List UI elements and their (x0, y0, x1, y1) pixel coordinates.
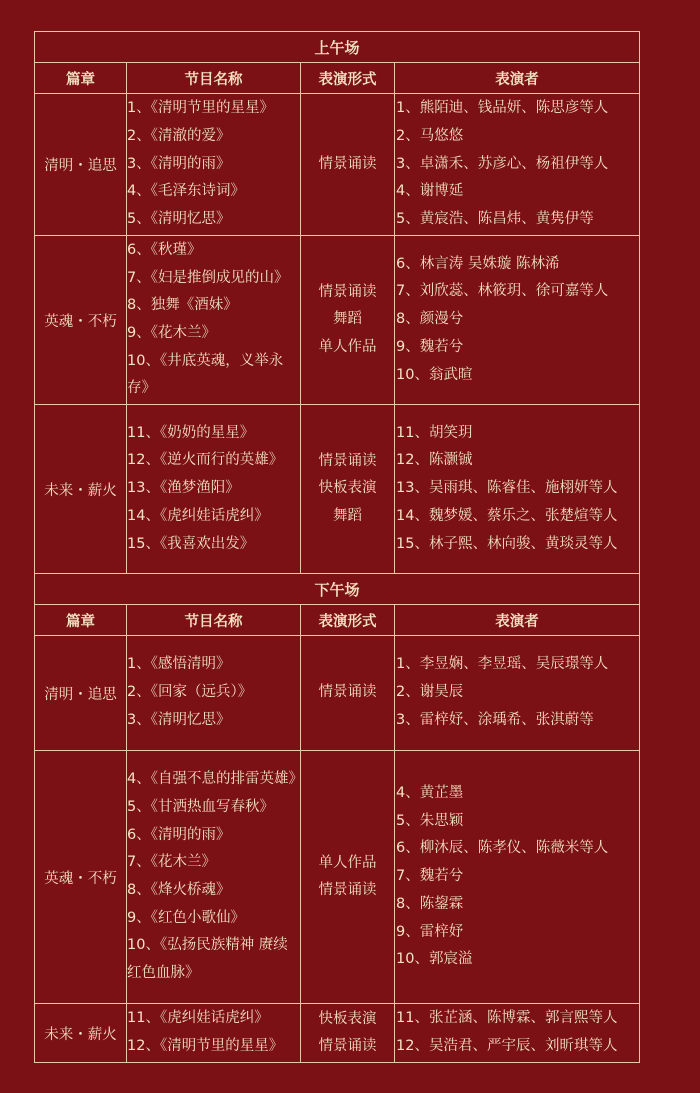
form-cell (301, 405, 395, 574)
program-group-row (35, 1004, 640, 1063)
form-item: 快板表演 (318, 1010, 377, 1027)
performer-item: 3、卓潇禾、苏彦心、杨祖伊等人 (396, 155, 609, 172)
form-item: 情景诵读 (318, 155, 377, 172)
performers-cell (395, 405, 640, 574)
performers-cell (395, 751, 640, 1004)
program-item: 5、《甘洒热血写春秋》 (127, 798, 274, 815)
column-header-row (35, 63, 640, 94)
program-group-row (35, 94, 640, 236)
session-title-row (35, 32, 640, 63)
column-header: 节目名称 (127, 605, 301, 636)
program-item: 3、《清明的雨》 (127, 155, 231, 172)
form-cell (301, 636, 395, 751)
program-item: 12、《清明节里的星星》 (127, 1038, 284, 1054)
programs-cell (127, 236, 301, 405)
performer-item: 11、张芷涵、陈博霖、郭言熙等人 (396, 1010, 618, 1027)
performer-item: 2、马悠悠 (396, 127, 464, 144)
performers-cell (395, 636, 640, 751)
performer-item: 2、谢昊辰 (396, 684, 464, 701)
program-item: 11、《虎纠娃话虎纠》 (127, 1010, 269, 1027)
program-item: 10、《井底英魂，义举永存》 (127, 352, 284, 397)
column-header: 表演形式 (301, 605, 395, 636)
performer-item: 1、李昱娴、李昱瑶、吴辰璟等人 (396, 656, 609, 673)
performer-item: 8、陈鋆霖 (396, 895, 464, 912)
form-cell (301, 94, 395, 236)
column-header: 表演者 (395, 605, 640, 636)
column-header: 表演者 (395, 63, 640, 94)
program-item: 13、《渔梦渔阳》 (127, 480, 240, 497)
program-item: 10、《弘扬民族精神 赓续红色血脉》 (127, 937, 288, 982)
performer-item: 4、谢博延 (396, 183, 464, 200)
program-item: 3、《清明忆思》 (127, 711, 231, 728)
program-table (34, 31, 640, 1063)
performer-item: 5、黄宸浩、陈昌炜、黄隽伊等 (396, 211, 594, 228)
form-item: 情景诵读 (318, 1038, 377, 1054)
performer-item: 9、雷梓妤 (396, 923, 464, 940)
program-item: 7、《妇是推倒成见的山》 (127, 269, 289, 286)
form-item: 情景诵读 (318, 882, 377, 898)
program-item: 4、《自强不息的排雷英雄》 (127, 771, 303, 788)
form-cell (301, 236, 395, 405)
program-group-row (35, 636, 640, 751)
performer-item: 12、陈灏铖 (396, 452, 473, 469)
performer-item: 4、黄芷墨 (396, 785, 464, 802)
performer-item: 15、林子熙、林向骏、黄琰灵等人 (396, 535, 618, 552)
performer-item: 10、郭宸溢 (396, 951, 473, 968)
performer-item: 8、颜漫兮 (396, 311, 464, 328)
program-item: 12、《逆火而行的英雄》 (127, 452, 284, 469)
performer-item: 14、魏梦媛、蔡乐之、张楚煊等人 (396, 507, 618, 524)
program-item: 15、《我喜欢出发》 (127, 535, 255, 552)
form-cell (301, 1004, 395, 1063)
programs-cell (127, 751, 301, 1004)
session-title-row (35, 574, 640, 605)
program-table-body (35, 32, 640, 1063)
programs-cell (127, 1004, 301, 1063)
form-item: 快板表演 (318, 480, 377, 497)
form-item: 情景诵读 (318, 452, 377, 469)
form-item: 情景诵读 (318, 684, 377, 701)
program-item: 6、《清明的雨》 (127, 826, 231, 843)
column-header: 表演形式 (301, 63, 395, 94)
program-group-row (35, 236, 640, 405)
program-item: 2、《回家（远兵）》 (127, 684, 253, 701)
column-header: 篇章 (35, 605, 127, 636)
program-item: 11、《奶奶的星星》 (127, 424, 255, 441)
performer-item: 3、雷梓妤、涂瑀希、张淇蔚等 (396, 711, 594, 728)
program-item: 9、《花木兰》 (127, 325, 216, 341)
form-item: 舞蹈 (333, 507, 362, 524)
performer-item: 5、朱思颖 (396, 812, 464, 829)
chapter-cell: 清明・追思 (35, 94, 127, 236)
performer-item: 1、熊陌迪、钱品妍、陈思彦等人 (396, 100, 609, 117)
performer-item: 13、吴雨琪、陈睿佳、施栩妍等人 (396, 480, 618, 497)
column-header-row (35, 605, 640, 636)
programs-cell (127, 94, 301, 236)
chapter-cell: 清明・追思 (35, 636, 127, 751)
program-item: 1、《清明节里的星星》 (127, 100, 274, 117)
form-item: 情景诵读 (318, 283, 377, 300)
performer-item: 6、林言涛 吴姝璇 陈林浠 (396, 255, 560, 272)
program-item: 9、《红色小歌仙》 (127, 909, 245, 926)
performers-cell (395, 94, 640, 236)
performer-item: 10、翁武暄 (396, 366, 473, 383)
chapter-cell: 英魂・不朽 (35, 751, 127, 1004)
performer-item: 6、柳沐辰、陈孝仪、陈薇米等人 (396, 840, 609, 857)
chapter-cell: 英魂・不朽 (35, 236, 127, 405)
form-item: 单人作品 (318, 338, 377, 355)
form-item: 舞蹈 (333, 311, 362, 328)
performers-cell (395, 1004, 640, 1063)
performer-item: 11、胡笑玥 (396, 424, 473, 441)
program-item: 4、《毛泽东诗词》 (127, 183, 245, 200)
form-item: 单人作品 (318, 854, 377, 871)
performers-cell (395, 236, 640, 405)
program-item: 14、《虎纠娃话虎纠》 (127, 507, 269, 524)
program-group-row (35, 751, 640, 1004)
program-item: 7、《花木兰》 (127, 854, 216, 871)
performer-item: 12、吴浩君、严宇辰、刘昕琪等人 (396, 1038, 618, 1054)
program-item: 6、《秋瑾》 (127, 241, 202, 258)
program-item: 2、《清澈的爱》 (127, 127, 231, 144)
performer-item: 7、刘欣蕊、林筱玥、徐可嘉等人 (396, 283, 609, 300)
column-header: 篇章 (35, 63, 127, 94)
program-item: 1、《感悟清明》 (127, 656, 231, 673)
program-item: 5、《清明忆思》 (127, 211, 231, 228)
programs-cell (127, 636, 301, 751)
performer-item: 7、魏若兮 (396, 868, 464, 885)
session-title: 上午场 (35, 32, 640, 63)
column-header: 节目名称 (127, 63, 301, 94)
session-title: 下午场 (35, 574, 640, 605)
programs-cell (127, 405, 301, 574)
program-item: 8、《烽火桥魂》 (127, 882, 231, 898)
program-group-row (35, 405, 640, 574)
program-item: 8、独舞《酒妹》 (127, 297, 238, 314)
performer-item: 9、魏若兮 (396, 338, 464, 355)
form-cell (301, 751, 395, 1004)
chapter-cell: 未来・薪火 (35, 405, 127, 574)
chapter-cell: 未来・薪火 (35, 1004, 127, 1063)
